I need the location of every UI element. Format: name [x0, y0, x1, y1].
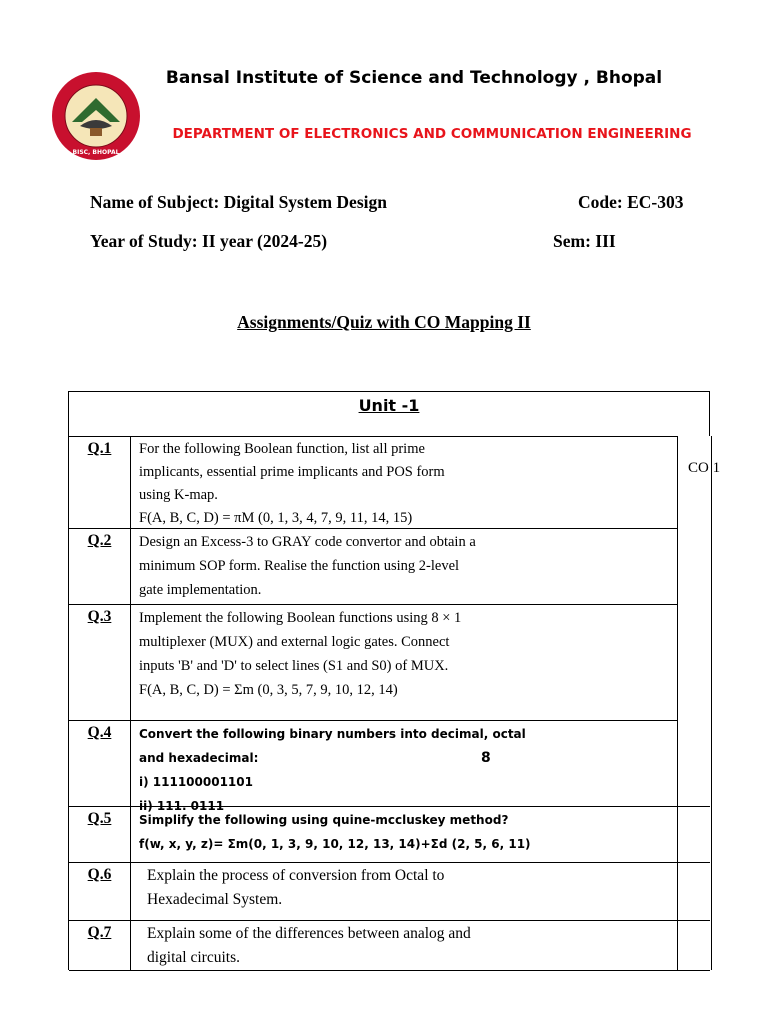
question-text — [139, 864, 539, 912]
question-line: ii) 111. 0111 — [139, 799, 225, 813]
question-line: i) 111100001101 — [139, 775, 253, 789]
question-line: F(A, B, C, D) = Σm (0, 3, 5, 7, 9, 10, 12, 14) — [139, 682, 398, 698]
question-row — [69, 528, 710, 605]
question-row — [69, 604, 710, 721]
question-line: Explain the process of conversion from Octal to — [147, 867, 445, 884]
question-line: gate implementation. — [139, 582, 262, 598]
question-number: Q.3 — [69, 604, 131, 720]
question-text — [139, 530, 539, 602]
question-line: F(A, B, C, D) = πM (0, 1, 3, 4, 7, 9, 11, 14, 15) — [139, 510, 413, 526]
question-row — [69, 806, 710, 863]
question-row — [69, 720, 710, 813]
question-number: Q.1 — [69, 436, 131, 528]
question-text — [139, 808, 539, 856]
question-line: Convert the following binary numbers into decimal, octal — [139, 727, 526, 741]
question-number: Q.6 — [69, 862, 131, 920]
question-number: Q.7 — [69, 920, 131, 970]
question-line: minimum SOP form. Realise the function using 2-level — [139, 558, 460, 574]
question-grid — [68, 436, 721, 970]
question-text — [139, 922, 539, 970]
question-row — [69, 862, 710, 921]
questions-table — [68, 391, 710, 437]
unit-heading: Unit -1 — [69, 392, 710, 437]
question-line: Design an Excess-3 to GRAY code convertor and obtain a — [139, 534, 476, 550]
question-text — [139, 606, 539, 702]
question-line: Implement the following Boolean functions using 8 × 1 — [139, 610, 462, 626]
question-number: Q.4 — [69, 720, 131, 806]
year-of-study: Year of Study: II year (2024-25) — [90, 231, 328, 251]
question-line: digital circuits. — [147, 949, 240, 966]
column-divider — [677, 920, 678, 970]
question-line: Hexadecimal System. — [147, 891, 283, 908]
department-name: DEPARTMENT OF ELECTRONICS AND COMMUNICATION ENGINEERING — [172, 126, 692, 142]
page-title: Assignments/Quiz with CO Mapping II — [237, 312, 531, 332]
question-line: Simplify the following using quine-mccluskey method? — [139, 813, 509, 827]
subject-name: Name of Subject: Digital System Design — [90, 192, 387, 212]
question-line: f(w, x, y, z)= Σm(0, 1, 3, 9, 10, 12, 13, 14)+Σd (2, 5, 6, 11) — [139, 837, 531, 851]
question-line: and hexadecimal: 8 — [139, 746, 539, 770]
question-line: multiplexer (MUX) and external logic gates. Connect — [139, 634, 450, 650]
question-line: Explain some of the differences between analog and — [147, 925, 471, 942]
semester: Sem: III — [553, 231, 616, 251]
institute-name: Bansal Institute of Science and Technology , Bhopal — [165, 68, 663, 88]
question-number: Q.2 — [69, 528, 131, 604]
question-line: inputs 'B' and 'D' to select lines (S1 and S0) of MUX. — [139, 658, 449, 674]
logo-text: BISC, BHOPAL — [72, 149, 120, 156]
subject-code: Code: EC-303 — [578, 192, 684, 212]
question-line: using K-map. — [139, 487, 218, 503]
question-text — [139, 722, 539, 818]
question-line: implicants, essential prime implicants and POS form — [139, 464, 445, 480]
co-mapping: CO 1 — [677, 436, 710, 806]
marks-value: 8 — [481, 750, 491, 766]
question-text — [139, 438, 539, 530]
column-divider — [677, 862, 678, 920]
question-row — [69, 436, 721, 529]
column-divider — [677, 806, 678, 862]
question-number: Q.5 — [69, 806, 131, 862]
question-row — [69, 920, 710, 971]
question-line: For the following Boolean function, list all prime — [139, 441, 425, 457]
